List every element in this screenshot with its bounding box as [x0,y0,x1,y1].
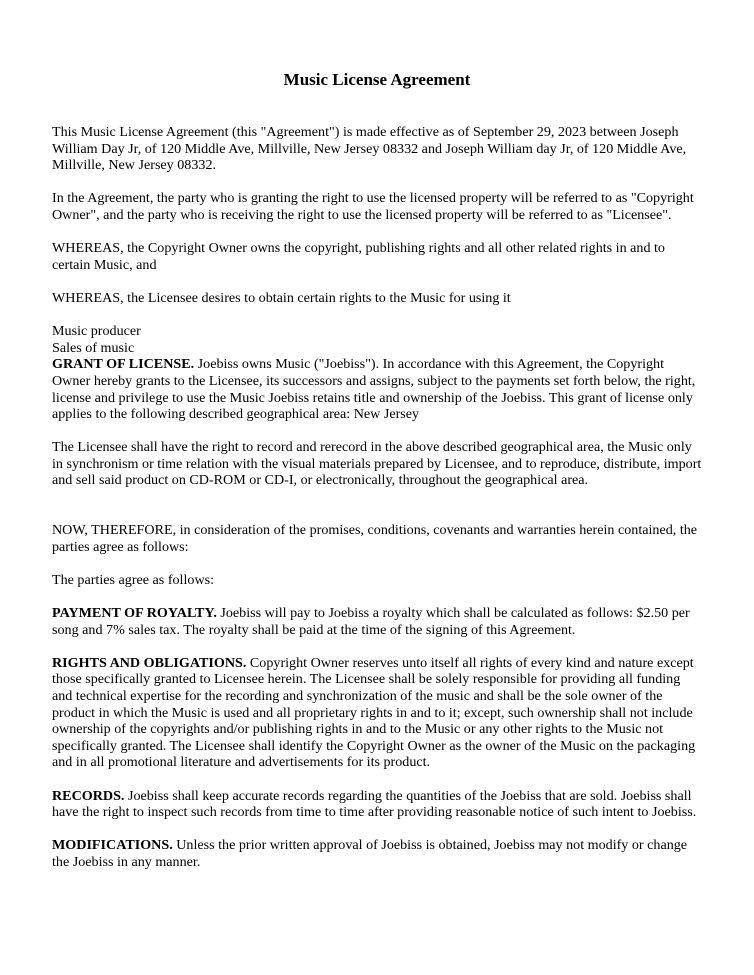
use-line-1: Music producer [52,323,141,340]
records-paragraph [52,788,702,821]
payment-paragraph [52,605,702,638]
whereas-paragraph-2: WHEREAS, the Licensee desires to obtain certain rights to the Music for using it [52,289,511,306]
rights-text: Copyright Owner reserves unto itself all rights of every kind and nature except those specifically granted to Licensee herein. The Licensee shall be solely responsible for providing all funding and technical expertise for the recording and synchronization of the music and shall be the sole owner of the product in which the Music is used and all proprietary rights in and to it; except, such ownership shall not include ownership of the copyrights and/or publishing rights in and to the Music or any other rights to the Music not specifically granted. The Licensee shall identify the Copyright Owner as the owner of the Music on the packaging and in all promotional literature and advertisements for its product. [52,654,696,771]
rights-heading: RIGHTS AND OBLIGATIONS. [52,654,247,671]
whereas-paragraph-1: WHEREAS, the Copyright Owner owns the copyright, publishing rights and all other related rights in and to certain Music, and [52,240,665,273]
parties-paragraph: In the Agreement, the party who is granting the right to use the licensed property will be referred to as "Copyright Owner", and the party who is receiving the right to use the licensed property will be referred to as "Licensee". [52,190,694,223]
record-rights-paragraph: The Licensee shall have the right to record and rerecord in the above described geographical area, the Music only in synchronism or time relation with the visual materials prepared by Licensee, and to reproduce, distribute, import and sell said product on CD-ROM or CD-I, or electronically, throughout the geographical area. [52,439,702,489]
now-therefore-paragraph: NOW, THEREFORE, in consideration of the promises, conditions, covenants and warranties herein contained, the parties agree as follows: [52,522,698,555]
grant-text: Joebiss owns Music ("Joebiss"). In accordance with this Agreement, the Copyright Owner hereby grants to the Licensee, its successors and assigns, subject to the payments set forth below, the right, license and privilege to use the Music Joebiss retains title and ownership of the Joebiss. This grant of license only applies to the following described geographical area: New Jersey [52,356,696,423]
grant-paragraph [52,356,702,422]
modifications-paragraph [52,837,702,870]
use-line-2: Sales of music [52,339,135,356]
document-body [52,124,702,871]
intro-paragraph: This Music License Agreement (this "Agreement") is made effective as of September 29, 2023 between Joseph William Day Jr, of 120 Middle Ave, Millville, New Jersey 08332 and Joseph William day Jr, of 120 Middle Ave, Millville, New Jersey 08332. [52,124,687,174]
parties-agree-paragraph: The parties agree as follows: [52,571,215,588]
payment-heading: PAYMENT OF ROYALTY. [52,605,217,622]
modifications-text: Unless the prior written approval of Joebiss is obtained, Joebiss may not modify or change the Joebiss in any manner. [52,837,688,870]
document-title: Music License Agreement [283,70,471,89]
rights-paragraph [52,655,702,771]
payment-text: Joebiss will pay to Joebiss a royalty which shall be calculated as follows: $2.50 per song and 7% sales tax. The royalty shall be paid at the time of the signing of this Agreement. [52,605,690,638]
records-text: Joebiss shall keep accurate records regarding the quantities of the Joebiss that are sold. Joebiss shall have the right to inspect such records from time to time after providing reasonable notice of such intent to Joebiss. [52,787,697,821]
records-heading: RECORDS. [52,787,125,804]
modifications-heading: MODIFICATIONS. [52,837,173,854]
grant-heading: GRANT OF LICENSE. [52,356,195,373]
